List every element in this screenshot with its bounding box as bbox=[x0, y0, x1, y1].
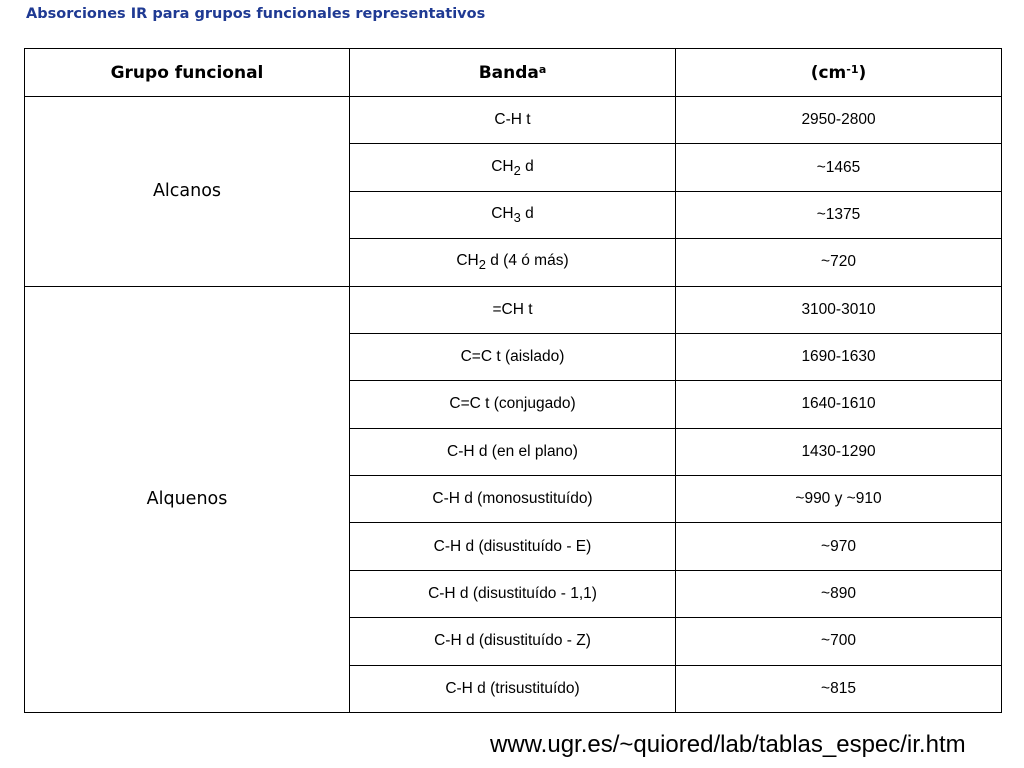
band-cell bbox=[350, 381, 676, 428]
band-text: =CH t bbox=[492, 300, 533, 318]
wavenumber-cell: ~1465 bbox=[676, 144, 1002, 191]
band-cell bbox=[350, 333, 676, 380]
band-text: C-H d (monosustituído) bbox=[432, 490, 593, 508]
wavenumber-cell: ~700 bbox=[676, 618, 1002, 665]
wavenumber-cell: ~970 bbox=[676, 523, 1002, 570]
band-cell bbox=[350, 665, 676, 713]
band-subscript: 2 bbox=[513, 162, 521, 178]
ir-absorption-table bbox=[24, 48, 1002, 713]
functional-group-cell: Alquenos bbox=[25, 286, 350, 713]
header-band-superscript: a bbox=[538, 62, 547, 76]
wavenumber-cell: ~990 y ~910 bbox=[676, 476, 1002, 523]
wavenumber-cell: 1640-1610 bbox=[676, 381, 1002, 428]
band-text: C-H d (trisustituído) bbox=[445, 679, 580, 697]
band-text: CH bbox=[456, 252, 479, 270]
wavenumber-cell: ~890 bbox=[676, 570, 1002, 617]
header-group: Grupo funcional bbox=[25, 49, 350, 97]
table-row bbox=[25, 97, 1002, 144]
band-text: C-H d (disustituído - E) bbox=[433, 537, 592, 555]
functional-group-cell: Alcanos bbox=[25, 97, 350, 287]
band-cell bbox=[350, 239, 676, 286]
band-text: CH bbox=[491, 157, 514, 175]
wavenumber-cell: 1690-1630 bbox=[676, 333, 1002, 380]
table-header-row bbox=[25, 49, 1002, 97]
band-text: d bbox=[520, 157, 534, 175]
wavenumber-cell: 1430-1290 bbox=[676, 428, 1002, 475]
band-text: C-H d (disustituído - Z) bbox=[434, 632, 591, 650]
table-row bbox=[25, 286, 1002, 333]
band-text: C-H t bbox=[494, 111, 531, 129]
band-text: d bbox=[520, 204, 534, 222]
header-wavenumber-exponent: -1 bbox=[846, 62, 859, 76]
page-title: Absorciones IR para grupos funcionales representativos bbox=[26, 6, 486, 22]
band-text: C=C t (aislado) bbox=[460, 348, 565, 366]
band-cell bbox=[350, 97, 676, 144]
band-cell bbox=[350, 476, 676, 523]
band-subscript: 2 bbox=[478, 257, 486, 273]
table-body bbox=[25, 97, 1002, 713]
source-url[interactable]: www.ugr.es/~quiored/lab/tablas_espec/ir.htm bbox=[490, 731, 966, 758]
header-wavenumber bbox=[676, 49, 1002, 97]
band-text: C=C t (conjugado) bbox=[449, 395, 576, 413]
wavenumber-cell: 3100-3010 bbox=[676, 286, 1002, 333]
band-cell bbox=[350, 523, 676, 570]
band-subscript: 3 bbox=[513, 209, 521, 225]
wavenumber-cell: ~815 bbox=[676, 665, 1002, 713]
header-band bbox=[350, 49, 676, 97]
band-text: C-H d (disustituído - 1,1) bbox=[428, 584, 597, 602]
band-cell bbox=[350, 286, 676, 333]
band-cell bbox=[350, 428, 676, 475]
wavenumber-cell: ~720 bbox=[676, 239, 1002, 286]
band-text: CH bbox=[491, 204, 514, 222]
header-wavenumber-close: ) bbox=[858, 62, 867, 83]
header-band-label: Banda bbox=[478, 62, 539, 83]
band-cell bbox=[350, 570, 676, 617]
wavenumber-cell: 2950-2800 bbox=[676, 97, 1002, 144]
band-text: d (4 ó más) bbox=[485, 252, 569, 270]
band-cell bbox=[350, 144, 676, 191]
band-cell bbox=[350, 191, 676, 238]
header-wavenumber-open: (cm bbox=[810, 62, 847, 83]
band-cell bbox=[350, 618, 676, 665]
wavenumber-cell: ~1375 bbox=[676, 191, 1002, 238]
band-text: C-H d (en el plano) bbox=[447, 442, 578, 460]
